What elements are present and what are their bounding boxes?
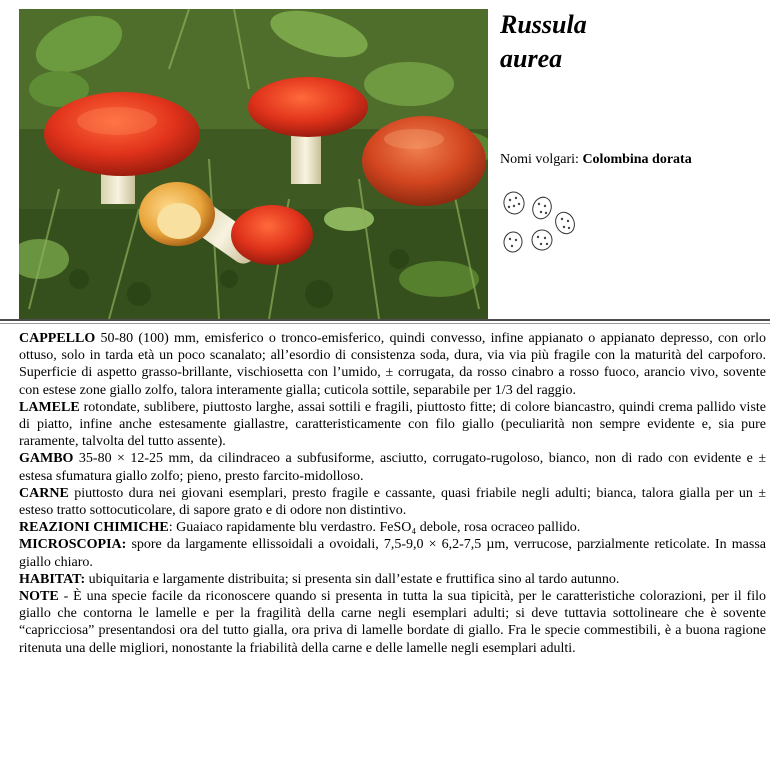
section-heading: REAZIONI CHIMICHE — [19, 520, 169, 536]
divider-thin — [0, 323, 770, 324]
section-microscopia — [19, 536, 766, 570]
section-reazioni — [19, 519, 766, 536]
section-habitat — [19, 571, 766, 588]
common-names-value: Colombina dorata — [582, 152, 692, 167]
divider — [0, 319, 770, 321]
section-text: - È una specie facile da riconoscere quando si presenta in tutta la sua tipicità, per le caratteristiche colorazioni, per il filo giallo che contorna le lamelle e per la fragilità della carne negli esemplari adulti; si deve tuttavia sottolineare che è sovente “capricciosa” presentandosi ora del tutto gialla, ora priva di lamelle bordate di giallo. Fra le specie commestibili, è a buona ragione ritenuta una delle migliori, nonostante la friabilità della carne e delle lamelle negli esemplari adulti. — [19, 589, 766, 656]
section-heading: CARNE — [19, 485, 69, 501]
section-heading: GAMBO — [19, 451, 74, 467]
common-names-label: Nomi volgari: — [500, 152, 579, 167]
section-heading: LAMELE — [19, 399, 80, 415]
section-cappello — [19, 330, 766, 399]
section-text: 50-80 (100) mm, emisferico o tronco-emisferico, quindi convesso, infine appianato o appianato depresso, con orlo ottuso, solo in tarda età un poco scanalato; all’esordio di consistenza soda, dura, via via più fragile con la maturità del carpoforo. Superficie di aspetto grasso-brillante, vischiosetta con l’umido, ± corrugata, da rosso cinabro a rosso fuoco, arancio vivo, sovente con estese zone giallo zolfo, talora interamente gialla; cuticola sottile, separabile per 1/3 del raggio. — [19, 331, 766, 398]
section-text: rotondate, sublibere, piuttosto larghe, assai sottili e fragili, piuttosto fitte; di colore biancastro, quindi crema pallido viste di piatto, infine anche estesamente giallastre, caratteristicamente con filo giallo (peculiarità non sempre evidente e, sia pure raramente, talvolta del tutto assente). — [19, 399, 766, 450]
section-lamelle — [19, 399, 766, 451]
description — [19, 330, 766, 657]
common-names — [500, 152, 692, 168]
section-heading: CAPPELLO — [19, 331, 96, 346]
section-heading: NOTE — [19, 589, 59, 605]
species-title-genus: Russula — [500, 10, 587, 39]
section-heading: HABITAT: — [19, 571, 86, 587]
species-title — [500, 8, 587, 76]
section-text: ubiquitaria e largamente distribuita; si presenta sin dall’estate e fruttifica sino al tardo autunno. — [85, 571, 620, 587]
spore-drawings-icon — [500, 188, 580, 258]
section-text: piuttosto dura nei giovani esemplari, presto fragile e cassante, quasi friabile negli adulti; bianca, talora gialla per un ± esteso tratto sottocuticolare, di sapore grato e di odore non distintivo. — [19, 485, 766, 519]
section-text: spore da largamente ellissoidali a ovoidali, 7,5-9,0 × 6,2-7,5 µm, verrucose, parzialmente reticolate. In massa giallo chiaro. — [19, 537, 766, 570]
section-text: : Guaiaco rapidamente blu verdastro. FeSO₄ debole, rosa ocraceo pallido. — [168, 520, 581, 536]
species-title-epithet: aurea — [500, 44, 563, 73]
section-carne — [19, 485, 766, 519]
section-note — [19, 588, 766, 657]
section-text: 35-80 × 12-25 mm, da cilindraceo a subfusiforme, asciutto, corrugato-rugoloso, bianco, non di rado con evidente e ± estesa sfumatura giallo zolfo; pieno, presto farcito-midolloso. — [19, 451, 766, 484]
section-gambo — [19, 450, 766, 484]
mushroom-photo — [19, 9, 488, 319]
section-heading: MICROSCOPIA: — [19, 537, 127, 553]
